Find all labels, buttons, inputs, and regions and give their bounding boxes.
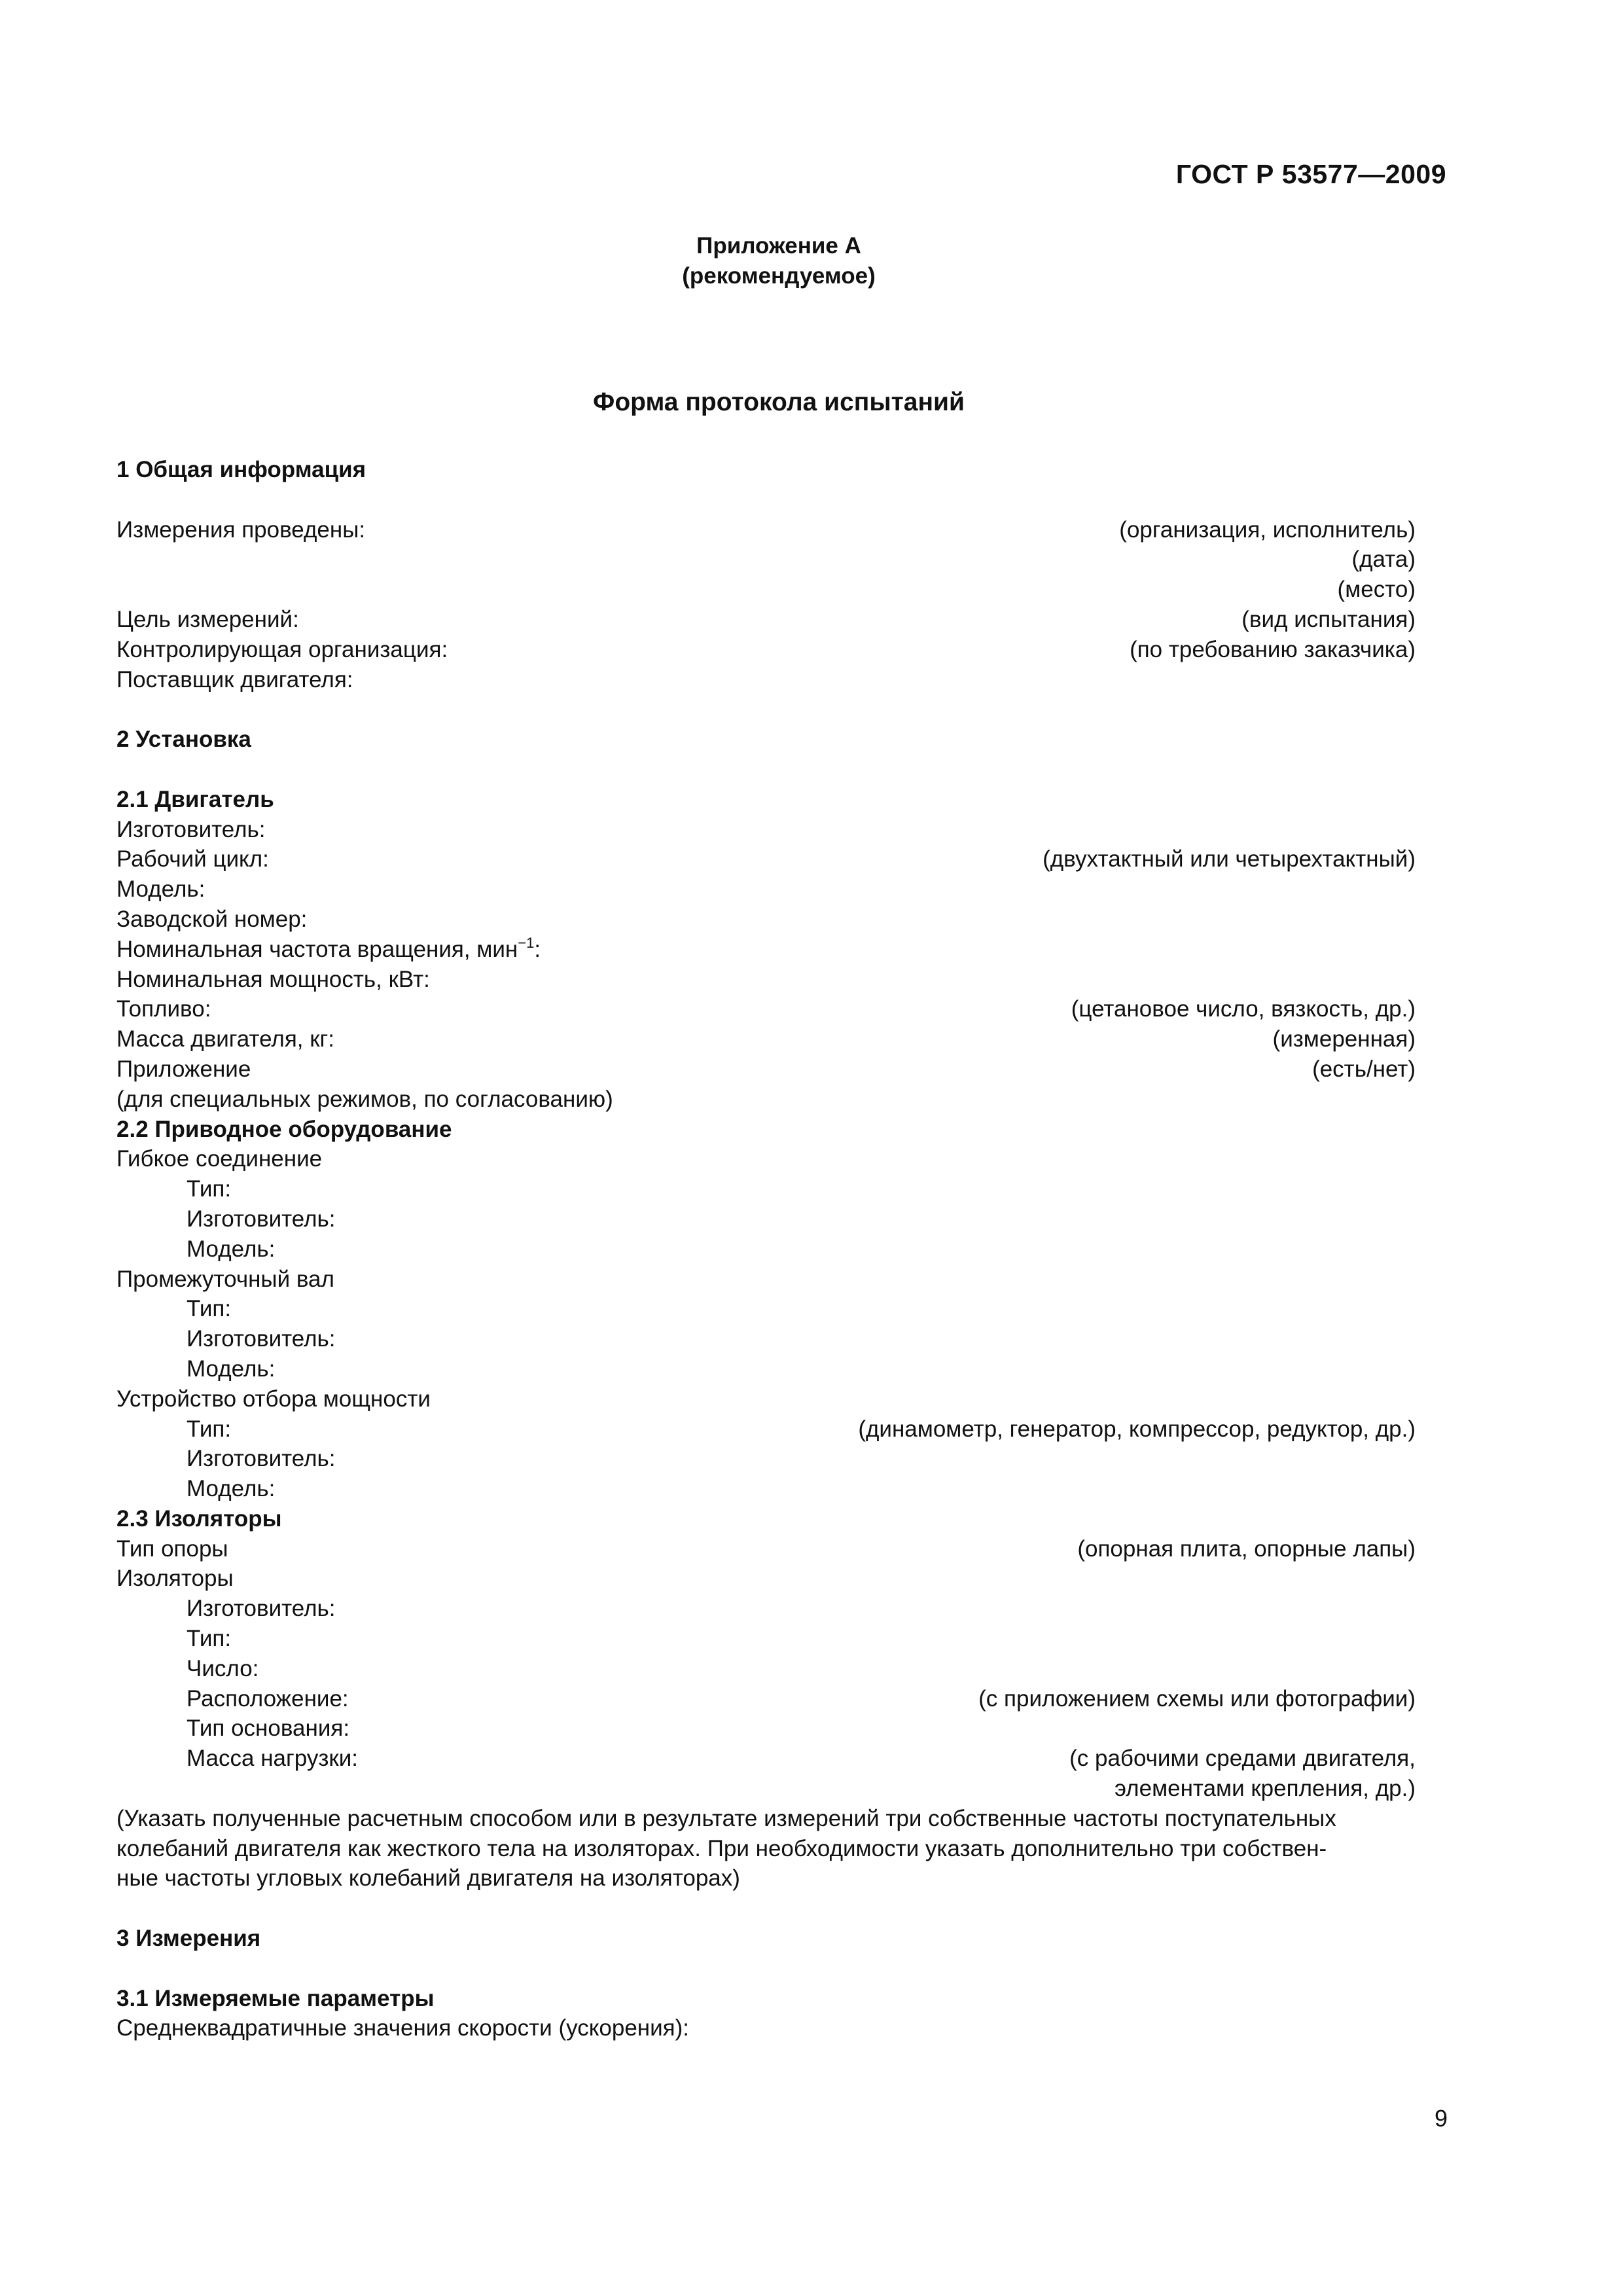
org-performer-hint: (организация, исполнитель)	[1119, 516, 1416, 543]
support-type-row	[116, 1534, 1416, 1564]
customer-req-hint: (по требованию заказчика)	[1130, 636, 1416, 662]
flex-type-row: Тип:	[187, 1176, 232, 1202]
isolator-location-row	[116, 1684, 1416, 1714]
form-title: Форма протокола испытаний	[593, 388, 965, 416]
annex-title: Приложение А	[696, 233, 861, 259]
date-hint: (дата)	[1351, 547, 1416, 573]
flex-coupling-row: Гибкое соединение	[116, 1146, 323, 1172]
page-number: 9	[1434, 2105, 1448, 2132]
support-type-label: Тип опоры	[116, 1535, 228, 1562]
isolators-row: Изоляторы	[116, 1566, 234, 1592]
test-type-hint: (вид испытания)	[1241, 606, 1416, 632]
pto-type-row	[116, 1414, 1416, 1444]
purpose-label: Цель измерений:	[116, 606, 299, 632]
serial-row: Заводской номер:	[116, 906, 308, 932]
pto-model-row: Модель:	[187, 1476, 276, 1502]
standard-number: ГОСТ Р 53577—2009	[1175, 159, 1446, 189]
flex-manufacturer-row: Изготовитель:	[187, 1206, 336, 1232]
isolator-type-row: Тип:	[187, 1626, 232, 1652]
pto-manufacturer-row: Изготовитель:	[187, 1446, 336, 1472]
section-1-heading: 1 Общая информация	[116, 457, 366, 482]
section-2-2-heading: 2.2 Приводное оборудование	[116, 1116, 452, 1142]
appendix-row	[116, 1054, 1416, 1085]
mass-hint: (измеренная)	[1272, 1026, 1416, 1052]
purpose-row	[116, 605, 1416, 635]
engine-manufacturer-row: Изготовитель:	[116, 816, 266, 842]
shaft-type-row: Тип:	[187, 1296, 232, 1322]
frequency-note: (Указать полученные расчетным способом или в результате измерений три собственные частоты поступательных колебаний двигателя как жесткого тела на изоляторах. При необходимости указать дополнительно три собствен- ные частоты угловых колебаний двигателя на изоляторах)	[116, 1805, 1336, 1892]
section-3-heading: 3 Измерения	[116, 1926, 261, 1952]
isolator-number-row: Число:	[187, 1655, 259, 1681]
control-org-label: Контролирующая организация:	[116, 636, 448, 662]
shaft-row: Промежуточный вал	[116, 1266, 334, 1292]
support-hint: (опорная плита, опорные лапы)	[1077, 1535, 1416, 1562]
place-hint: (место)	[1337, 577, 1416, 603]
appendix-label: Приложение	[116, 1056, 251, 1082]
fuel-hint: (цетановое число, вязкость, др.)	[1071, 996, 1416, 1022]
section-2-heading: 2 Установка	[116, 726, 251, 753]
protocol-form	[116, 455, 1416, 2043]
cycle-row	[116, 844, 1416, 874]
shaft-manufacturer-row: Изготовитель:	[187, 1326, 336, 1352]
speed-label: Номинальная частота вращения, мин$^{-1}$:	[116, 934, 541, 962]
section-3-1-heading: 3.1 Измеряемые параметры	[116, 1985, 435, 2011]
load-mass-row	[116, 1744, 1416, 1774]
speed-row	[116, 935, 1416, 965]
cycle-hint: (двухтактный или четырехтактный)	[1043, 846, 1416, 872]
load-hint-1: (с рабочими средами двигателя,	[1069, 1746, 1416, 1772]
fuel-row	[116, 994, 1416, 1024]
location-label: Расположение:	[187, 1685, 349, 1712]
mass-row	[116, 1024, 1416, 1054]
engine-model-row: Модель:	[116, 876, 205, 903]
load-hint-row	[116, 1774, 1416, 1804]
place-row	[116, 575, 1416, 605]
pto-hint: (динамометр, генератор, компрессор, редуктор, др.)	[858, 1416, 1416, 1442]
date-row	[116, 545, 1416, 575]
supplier-label: Поставщик двигателя:	[116, 666, 353, 692]
shaft-model-row: Модель:	[187, 1355, 276, 1382]
flex-model-row: Модель:	[187, 1236, 276, 1262]
appendix-hint: (есть/нет)	[1312, 1056, 1416, 1082]
fuel-label: Топливо:	[116, 996, 211, 1022]
supplier-row	[116, 665, 1416, 695]
annex-subtitle: (рекомендуемое)	[682, 263, 876, 289]
load-mass-label: Масса нагрузки:	[187, 1746, 358, 1772]
pto-type-label: Тип:	[187, 1416, 232, 1442]
control-org-row	[116, 635, 1416, 665]
base-type-row: Тип основания:	[187, 1715, 350, 1742]
pto-row: Устройство отбора мощности	[116, 1386, 431, 1412]
special-modes-row: (для специальных режимов, по согласованию)	[116, 1086, 613, 1112]
mass-label: Масса двигателя, кг:	[116, 1026, 335, 1052]
measured-by-label: Измерения проведены:	[116, 516, 366, 543]
load-hint-2: элементами крепления, др.)	[1115, 1776, 1416, 1802]
location-hint: (с приложением схемы или фотографии)	[978, 1685, 1416, 1712]
section-2-3-heading: 2.3 Изоляторы	[116, 1505, 282, 1532]
section-2-1-heading: 2.1 Двигатель	[116, 786, 274, 812]
power-row: Номинальная мощность, кВт:	[116, 966, 430, 992]
cycle-label: Рабочий цикл:	[116, 846, 269, 872]
isolator-manufacturer-row: Изготовитель:	[187, 1596, 336, 1622]
rms-row: Среднеквадратичные значения скорости (ускорения):	[116, 2015, 690, 2041]
measured-by-row	[116, 515, 1416, 545]
